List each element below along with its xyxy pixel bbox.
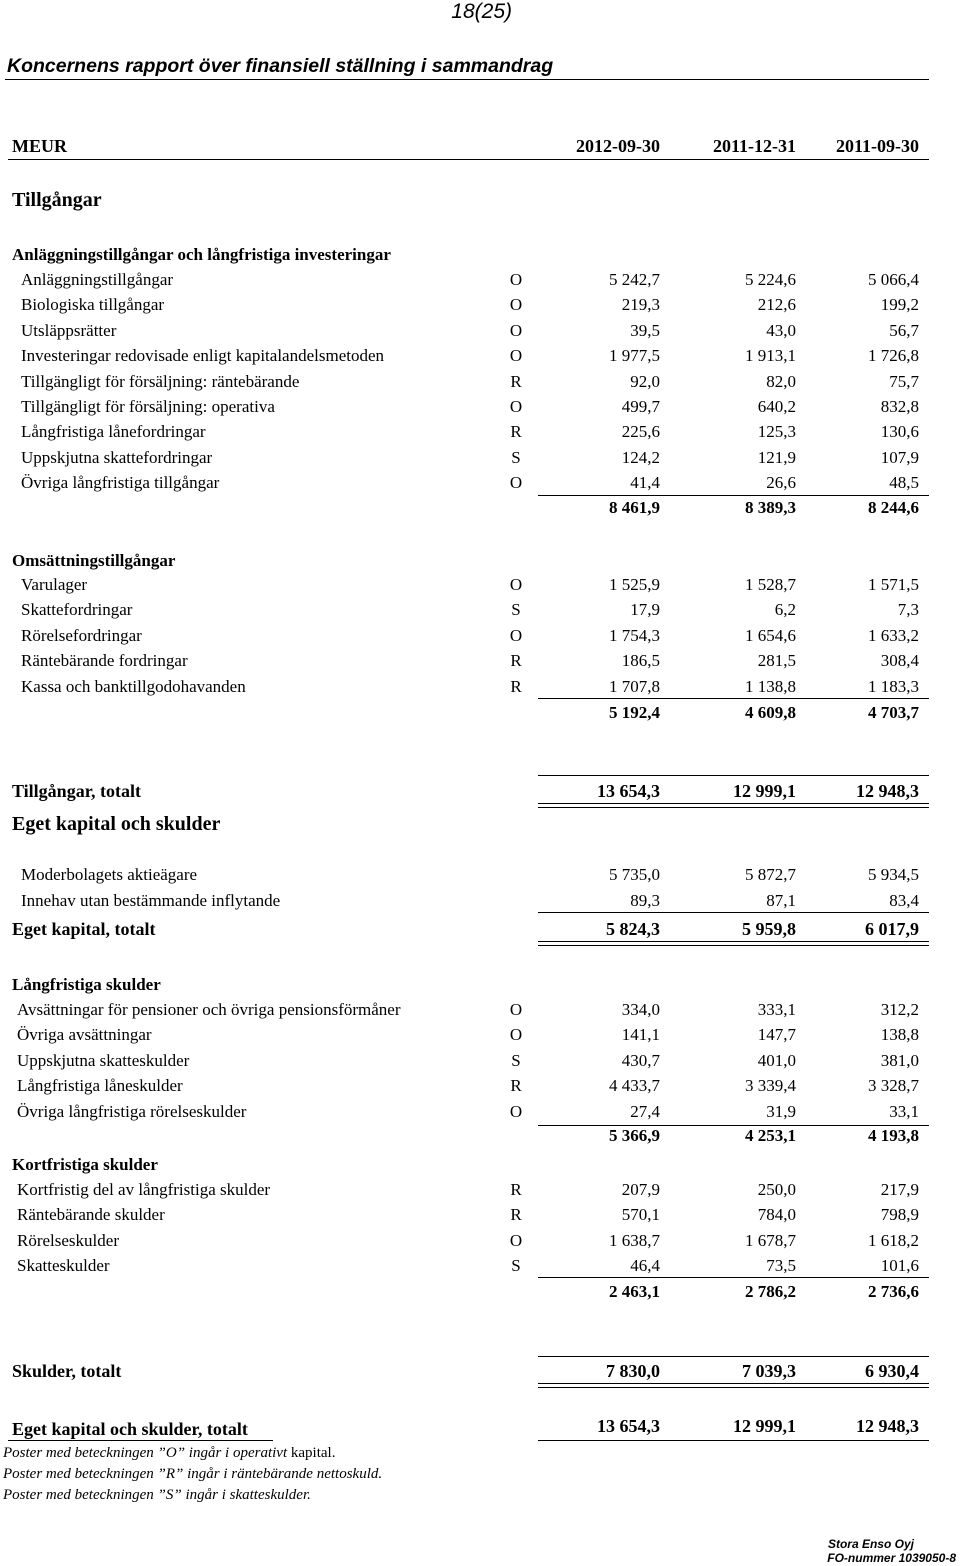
table-row [0,1074,960,1098]
row-value-col2: 212,6 [757,295,796,315]
row-code: S [511,600,521,620]
row-label: Övriga avsättningar [17,1025,152,1045]
noncurrent-assets-total: 8 461,9 8 389,3 8 244,6 [609,498,919,517]
row-value-col2: 784,0 [757,1205,796,1225]
row-value-col3: 312,2 [880,1000,919,1019]
table-row [0,998,960,1022]
row-value-col2: 125,3 [757,422,796,442]
row-value-col3: 138,8 [880,1025,919,1045]
row-label: Räntebärande fordringar [21,651,188,671]
row-value-col1: 89,3 [630,890,660,910]
table-row [0,624,960,648]
row-value-col1: 5 735,0 [609,865,660,884]
table-row [0,1023,960,1047]
current-liabilities-total: 2 463,1 2 786,2 2 736,6 [609,1282,919,1301]
row-label: Biologiska tillgångar [21,295,165,315]
row-value-col3: 1 618,2 [868,1230,919,1250]
row-code: R [510,676,522,696]
equity-subtotal-rule [538,912,929,913]
row-value-col2: 121,9 [757,447,796,467]
row-code: O [509,625,523,645]
table-row [0,370,960,394]
col-header-3: 2011-09-30 [836,136,919,156]
row-value-col1: 499,7 [621,397,660,416]
row-label: Rörelseskulder [17,1230,119,1250]
table-row [0,889,960,913]
row-value-col3: 308,4 [880,651,919,671]
row-value-col2: 1 678,7 [745,1230,796,1250]
row-code: O [509,473,523,493]
row-code: R [510,1205,522,1225]
table-row [0,1203,960,1227]
footnote-s: Poster med beteckningen ”S” ingår i skatteskulder. [3,1487,311,1503]
row-value-col2: 82,0 [766,371,796,391]
row-value-col1: 219,3 [621,295,660,315]
row-value-col2: 87,1 [766,890,796,910]
row-value-col2: 1 654,6 [745,625,796,645]
row-label: Långfristiga låneskulder [17,1076,183,1096]
table-row [0,420,960,444]
row-value-col3: 56,7 [889,320,919,340]
row-code: O [509,397,523,416]
row-label: Uppskjutna skatteskulder [17,1050,190,1070]
row-value-col1: 141,1 [621,1025,660,1045]
row-value-col1: 92,0 [630,371,660,391]
row-label: Skattefordringar [21,600,133,620]
row-label: Utsläppsrätter [21,320,117,340]
row-label: Skatteskulder [17,1255,110,1275]
row-code: O [509,1230,523,1250]
row-value-col2: 1 913,1 [745,346,796,366]
row-value-col2: 6,2 [774,600,796,620]
row-value-col1: 1 525,9 [609,575,660,594]
column-header [0,134,960,158]
unit-label: MEUR [12,136,67,156]
table-row [0,1178,960,1202]
row-value-col1: 1 638,7 [609,1230,660,1250]
table-row [0,319,960,343]
current-assets-total: 5 192,4 4 609,8 4 703,7 [609,703,919,722]
row-value-col2: 73,5 [766,1255,796,1275]
row-code: R [510,651,522,671]
row-label: Kortfristig del av långfristiga skulder [17,1180,271,1199]
row-code: S [511,447,521,467]
grand-total: Eget kapital och skulder, totalt 13 654,3 12 999,1 12 948,3 [12,1416,919,1439]
row-value-col3: 217,9 [880,1180,919,1199]
row-label: Varulager [21,575,88,594]
equity-total: Eget kapital, totalt 5 824,3 5 959,8 6 017,9 [12,919,919,939]
row-label: Uppskjutna skattefordringar [21,447,213,467]
row-value-col1: 27,4 [630,1101,660,1121]
row-value-col3: 199,2 [880,295,919,315]
liab-total-top-rule [538,1356,929,1357]
table-row [0,293,960,317]
liabilities-total: Skulder, totalt 7 830,0 7 039,3 6 930,4 [12,1361,919,1381]
row-value-col3: 381,0 [880,1050,919,1070]
row-code: O [509,1000,523,1019]
row-value-col3: 832,8 [880,397,919,416]
row-value-col3: 1 183,3 [868,676,919,696]
row-value-col3: 1 633,2 [868,625,919,645]
grand-total-rule [538,1440,929,1441]
assets-total: Tillgångar, totalt 13 654,3 12 999,1 12 948,3 [12,781,919,801]
table-row [0,1049,960,1073]
header-rule [8,159,929,160]
table-row [0,471,960,495]
row-value-col2: 250,0 [757,1180,796,1199]
table-row [0,1100,960,1124]
row-label: Avsättningar för pensioner och övriga pensionsförmåner [17,1000,401,1019]
row-value-col3: 7,3 [897,600,919,620]
row-code: O [509,346,523,366]
row-code: O [509,295,523,315]
table-row [0,573,960,597]
footnote-o: Poster med beteckningen ”O” ingår i operativt kapital. [3,1445,336,1461]
row-value-col1: 334,0 [621,1000,660,1019]
row-label: Investeringar redovisade enligt kapitalandelsmetoden [21,346,385,366]
assets-heading: Tillgångar [12,189,102,211]
row-value-col1: 17,9 [630,600,660,620]
row-value-col1: 430,7 [621,1050,660,1070]
row-value-col1: 1 707,8 [609,676,660,696]
page-title: Koncernens rapport över finansiell ställning i sammandrag [7,55,554,77]
row-code: O [509,1101,523,1121]
noncurrent-assets-heading: Anläggningstillgångar och långfristiga investeringar [12,245,391,264]
row-value-col1: 124,2 [621,447,660,467]
current-subtotal-rule [538,698,929,699]
row-value-col2: 640,2 [757,397,796,416]
company-name: Stora Enso Oyj [827,1537,914,1551]
noncurrent-liabilities-heading: Långfristiga skulder [12,975,161,994]
row-value-col3: 1 726,8 [868,346,919,366]
liab-total-double-rule [538,1383,929,1388]
col-header-1: 2012-09-30 [576,136,660,156]
row-value-col2: 401,0 [757,1050,796,1070]
table-row [0,268,960,292]
row-value-col2: 147,7 [757,1025,796,1045]
row-label: Rörelsefordringar [21,625,142,645]
row-value-col2: 333,1 [757,1000,796,1019]
row-label: Övriga långfristiga rörelseskulder [17,1101,247,1121]
current-assets-heading: Omsättningstillgångar [12,551,176,570]
row-value-col2: 1 138,8 [745,676,796,696]
table-row [0,675,960,699]
row-value-col2: 31,9 [766,1101,796,1121]
row-label: Räntebärande skulder [17,1205,165,1225]
row-value-col3: 798,9 [880,1205,919,1225]
page-number: 18(25) [451,0,512,23]
row-code: O [509,1025,523,1045]
row-value-col2: 26,6 [766,473,796,493]
row-value-col3: 5 934,5 [868,865,919,884]
row-value-col3: 33,1 [889,1101,919,1121]
row-value-col3: 5 066,4 [868,270,919,289]
current-liabilities-heading: Kortfristiga skulder [12,1155,158,1174]
row-code: O [509,575,523,594]
row-value-col1: 225,6 [621,422,660,442]
row-value-col2: 43,0 [766,320,796,340]
noncurrent-liabilities-total: 5 366,9 4 253,1 4 193,8 [609,1126,919,1145]
row-value-col1: 1 977,5 [609,346,660,366]
company-org-number: FO-nummer 1039050-8 [827,1551,956,1565]
row-value-col3: 48,5 [889,473,919,493]
row-code: R [510,1180,522,1199]
row-value-col1: 207,9 [621,1180,660,1199]
grand-total-rule-short [8,1440,273,1441]
row-label: Övriga långfristiga tillgångar [21,473,220,493]
row-value-col1: 570,1 [621,1205,660,1225]
row-value-col1: 4 433,7 [609,1076,660,1096]
row-value-col2: 281,5 [757,651,796,671]
row-label: Tillgängligt för försäljning: operativa [21,397,275,416]
row-value-col3: 83,4 [889,890,919,910]
table-row [0,446,960,470]
row-code: S [511,1050,521,1070]
cl-subtotal-rule [538,1277,929,1278]
row-label: Innehav utan bestämmande inflytande [21,890,281,910]
table-row [0,649,960,673]
assets-total-double-rule [538,803,929,808]
table-row [0,1254,960,1278]
row-value-col1: 41,4 [630,473,660,493]
equity-total-double-rule [538,941,929,946]
row-value-col3: 3 328,7 [868,1076,919,1096]
row-code: O [509,320,523,340]
col-header-2: 2011-12-31 [713,136,796,156]
row-value-col3: 75,7 [889,371,919,391]
row-code: R [510,371,522,391]
row-value-col1: 5 242,7 [609,270,660,289]
row-value-col1: 46,4 [630,1255,660,1275]
row-value-col2: 3 339,4 [745,1076,796,1096]
row-value-col1: 1 754,3 [609,625,660,645]
table-row [0,598,960,622]
equity-liabilities-heading: Eget kapital och skulder [12,813,221,835]
row-value-col1: 39,5 [630,320,660,340]
table-row [0,344,960,368]
title-rule [5,79,929,80]
row-value-col3: 130,6 [880,422,919,442]
row-value-col3: 107,9 [880,447,919,467]
table-row [0,1229,960,1253]
table-row [0,863,960,887]
row-value-col2: 1 528,7 [745,575,796,594]
row-value-col2: 5 872,7 [745,865,796,884]
row-value-col3: 101,6 [880,1255,919,1275]
row-label: Moderbolagets aktieägare [21,865,198,884]
row-value-col2: 5 224,6 [745,270,796,289]
row-label: Långfristiga lånefordringar [21,422,206,442]
row-label: Anläggningstillgångar [21,270,174,289]
assets-total-top-rule [538,775,929,776]
row-code: S [511,1255,521,1275]
footnote-r: Poster med beteckningen ”R” ingår i räntebärande nettoskuld. [3,1466,383,1482]
row-code: O [509,270,523,289]
row-code: R [510,1076,522,1096]
row-label: Tillgängligt för försäljning: räntebärande [21,371,300,391]
row-value-col1: 186,5 [621,651,660,671]
row-code: R [510,422,522,442]
table-row [0,395,960,419]
row-value-col3: 1 571,5 [868,575,919,594]
row-label: Kassa och banktillgodohavanden [21,676,246,696]
